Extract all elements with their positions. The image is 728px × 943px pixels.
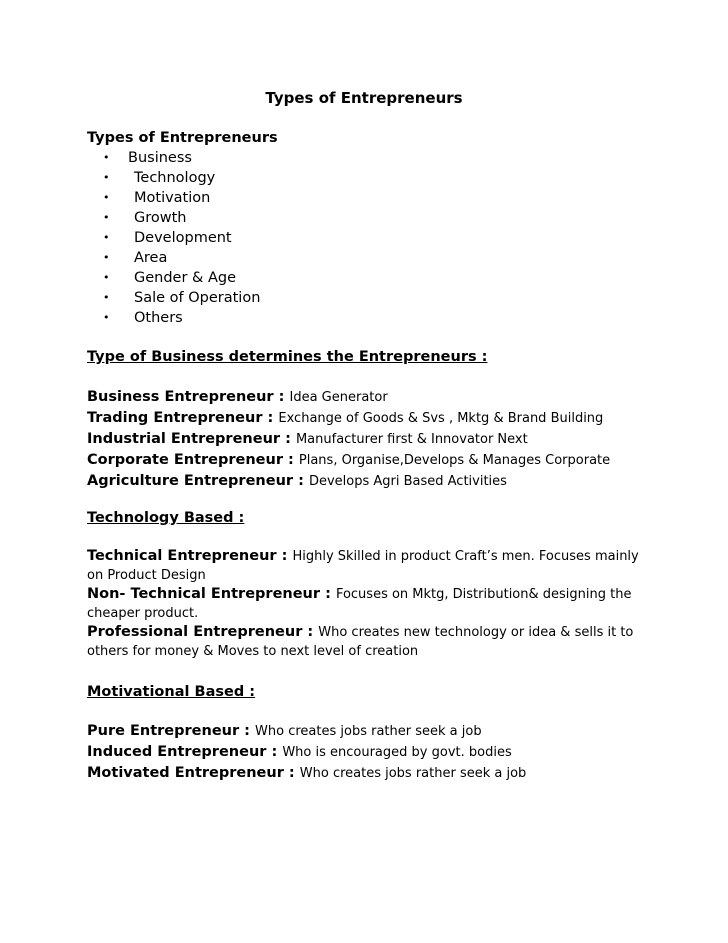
- list-item-label: Technology: [134, 170, 216, 186]
- bullet-icon: •: [103, 291, 110, 304]
- definition-term: Induced Entrepreneur :: [87, 744, 283, 760]
- bullet-icon: •: [103, 191, 110, 204]
- definition-term: Pure Entrepreneur :: [87, 723, 256, 739]
- definition-term: Trading Entrepreneur :: [87, 410, 279, 426]
- definition-term: Technical Entrepreneur :: [87, 548, 293, 564]
- section-heading-motivation: Motivational Based :: [87, 684, 256, 700]
- list-heading: Types of Entrepreneurs: [87, 130, 278, 146]
- definition-term: Industrial Entrepreneur :: [87, 431, 296, 447]
- section-heading-business: Type of Business determines the Entrepreneurs :: [87, 349, 488, 365]
- bullet-icon: •: [103, 211, 110, 224]
- definition-term: Corporate Entrepreneur :: [87, 452, 299, 468]
- list-item-label: Area: [134, 250, 168, 266]
- bullet-icon: •: [103, 151, 110, 164]
- page-title: Types of Entrepreneurs: [265, 89, 463, 107]
- definition-row: [87, 623, 647, 661]
- definition-desc: Focuses on Mktg, Distribution& designing the cheaper product.: [87, 587, 632, 621]
- list-item-label: Gender & Age: [134, 270, 237, 286]
- definition-term: Business Entrepreneur :: [87, 389, 290, 405]
- bullet-icon: •: [103, 251, 110, 264]
- definition-desc: Who is encouraged by govt. bodies: [282, 745, 512, 760]
- list-item-label: Sale of Operation: [134, 290, 261, 306]
- business-definitions: [87, 387, 647, 492]
- bullet-icon: •: [103, 171, 110, 184]
- definition-desc: Idea Generator: [289, 390, 388, 405]
- definition-row: [87, 387, 647, 408]
- definition-term: Professional Entrepreneur :: [87, 624, 319, 640]
- definition-desc: Plans, Organise,Develops & Manages Corporate: [298, 453, 611, 468]
- definition-row: [87, 408, 647, 429]
- definition-row: [87, 585, 647, 623]
- section-heading-technology: Technology Based :: [87, 510, 245, 526]
- motivation-definitions: [87, 721, 647, 784]
- list-item-label: Business: [128, 150, 192, 166]
- definition-desc: Manufacturer first & Innovator Next: [295, 432, 528, 447]
- definition-term: Motivated Entrepreneur :: [87, 765, 300, 781]
- definition-row: [87, 763, 647, 784]
- bullet-icon: •: [103, 271, 110, 284]
- definition-term: Agriculture Entrepreneur :: [87, 473, 309, 489]
- technology-definitions: [87, 547, 647, 661]
- definition-desc: Highly Skilled in product Craft’s men. Focuses mainly on Product Design: [87, 549, 639, 583]
- definition-desc: Who creates new technology or idea & sells it to others for money & Moves to next level of creation: [87, 625, 634, 659]
- list-item-label: Motivation: [134, 190, 211, 206]
- definition-desc: Who creates jobs rather seek a job: [299, 766, 527, 781]
- definition-row: [87, 471, 647, 492]
- definition-row: [87, 429, 647, 450]
- definition-term: Non- Technical Entrepreneur :: [87, 586, 336, 602]
- bullet-icon: •: [103, 231, 110, 244]
- definition-desc: Develops Agri Based Activities: [308, 474, 507, 489]
- definition-row: [87, 721, 647, 742]
- definition-row: [87, 742, 647, 763]
- definition-row: [87, 450, 647, 471]
- definition-row: [87, 547, 647, 585]
- definition-desc: Exchange of Goods & Svs , Mktg & Brand Building: [278, 411, 604, 426]
- list-item-label: Development: [134, 230, 232, 246]
- list-item-label: Growth: [134, 210, 187, 226]
- definition-desc: Who creates jobs rather seek a job: [255, 724, 482, 739]
- list-item-label: Others: [134, 310, 183, 326]
- bullet-icon: •: [103, 311, 110, 324]
